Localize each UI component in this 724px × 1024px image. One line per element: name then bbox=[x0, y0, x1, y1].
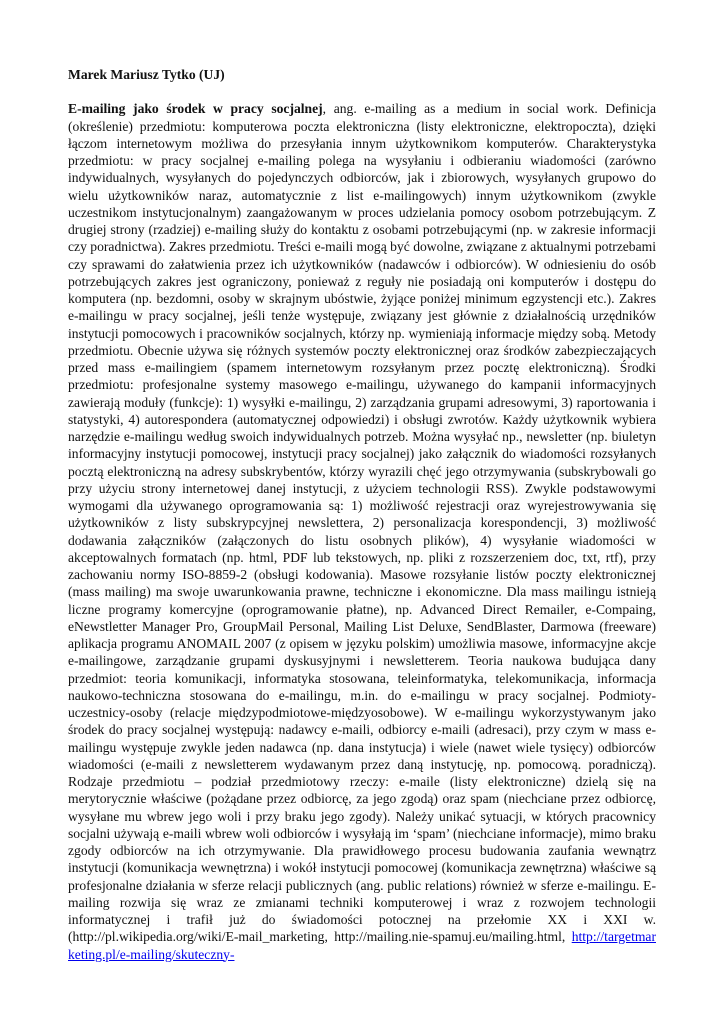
entry-body-text: , ang. e-mailing as a medium in social work. Definicja (określenie) przedmiotu: komputerowa poczta elektroniczna (listy elektroniczne, elektropoczta), dzięki łączom internetowym możliwa do przesyłania innym użytkownikom komputerów. Charakterystyka przedmiotu: w pracy socjalnej e-mailing polega na wysyłaniu i odbieraniu wiadomości (zarówno indywidualnych, wysyłanych do pojedynczych odbiorców, jak i zbiorowych, wysyłanych grupowo do wielu użytkowników naraz, automatycznie z list e-mailingowych) innym użytkownikom (zwykle uczestnikom instytucjonalnym) zaangażowanym w proces udzielania pomocy osobom potrzebującym. Z drugiej strony (rzadziej) e-mailing służy do kontaktu z osobami potrzebującymi (np. w zakresie informacji czy poradnictwa). Zakres przedmiotu. Treści e-maili mogą być dowolne, związane z aktualnymi potrzebami czy sprawami do załatwienia przez ich użytkowników (nadawców i odbiorców). W odniesieniu do osób potrzebujących zakres jest ograniczony, ponieważ z reguły nie posiadają oni komputerów i dostępu do komputera (np. bezdomni, osoby w skrajnym ubóstwie, żyjące poniżej minimum egzystencji etc.). Zakres e-mailingu w pracy socjalnej, jeśli tenże występuje, związany jest głównie z działalnością urzędników instytucji pomocowych i pracowników socjalnych, którzy np. wymieniają informacje między sobą. Metody przedmiotu. Obecnie używa się różnych systemów poczty elektronicznej oraz środków zabezpieczających przed mass e-mailingiem (spamem internetowym rozsyłanym przez pocztę elektroniczną). Środki przedmiotu: profesjonalne systemy masowego e-mailingu, używanego do kampanii informacyjnych zawierają moduły (funkcje): 1) wysyłki e-mailingu, 2) zarządzania grupami adresowymi, 3) raportowania i statystyki, 4) autorespondera (automatycznej odpowiedzi) i obsługi zwrotów. Każdy użytkownik wybiera narzędzie e-mailingu według swoich indywidualnych potrzeb. Można wysyłać np., newsletter (np. biuletyn informacyjny instytucji pomocowej, instytucji pracy socjalnej) jako załącznik do wiadomości rozsyłanych pocztą elektroniczną na adresy subskrybentów, którzy wyrazili chęć jego otrzymywania (subskrybowali go przy użyciu strony internetowej danej instytucji, z użyciem technologii RSS). Zwykle podstawowymi wymogami dla używanego oprogramowania są: 1) możliwość rejestracji oraz wyrejestrowywania się użytkowników z listy subskrypcyjnej newslettera, 2) personalizacja korespondencji, 3) możliwość dodawania załączników (załączonych do listu osobnych plików), 4) wysyłanie wiadomości w akceptowalnych formatach (np. html, PDF lub tekstowych, np. pliki z rozszerzeniem doc, txt, rtf), przy zachowaniu normy ISO-8859-2 (obsługi kodowania). Masowe rozsyłanie listów poczty elektronicznej (mass mailing) ma swoje uwarunkowania prawne, techniczne i ekonomiczne. Dla mass mailingu istnieją liczne programy komercyjne (oprogramowanie płatne), np. Advanced Direct Remailer, e-Compaing, eNewstletter Manager Pro, GroupMail Personal, Mailing List Deluxe, SendBlaster, Darmowa (freeware) aplikacja programu ANOMAIL 2007 (z opisem w języku polskim) umożliwia masowe, informacyjne akcje e-mailingowe, zarządzanie grupami dyskusyjnymi i newsletterem. Teoria naukowa budująca dany przedmiot: teoria komunikacji, informatyka stosowana, teleinformatyka, telekomunikacja, informacja naukowo-techniczna stosowana do e-mailingu, m.in. do e-mailingu w pracy socjalnej. Podmioty-uczestnicy-osoby (relacje międzypodmiotowe-międzyosobowe). W e-mailingu wykorzystywanym jako środek do pracy socjalnej występują: nadawcy e-maili, odbiorcy e-maili (adresaci), przy czym w mass e-mailingu występuje zwykle jeden nadawca (np. dana instytucja) i wiele (nawet wiele tysięcy) odbiorców wiadomości (e-maili z newsletterem wydawanym przez daną instytucję, np. pomocową. poradniczą). Rodzaje przedmiotu – podział przedmiotowy rzeczy: e-maile (listy elektroniczne) dzielą się na merytorycznie właściwe (pożądane przez odbiorcę, za jego zgodą) oraz spam (niechciane przez odbiorcę, wysyłane mu wbrew jego woli i przy braku jego zgody). Należy unikać sytuacji, w których pracownicy socjalni używają e-maili wbrew woli odbiorców i wysyłają im ‘spam’ (niechciane informacje), mimo braku zgody odbiorców na ich otrzymywanie. Dla prawidłowego procesu budowania zaufania wewnątrz instytucji (komunikacja wewnętrzna) i wokół instytucji pomocowej (komunikacja zewnętrzna) właściwe są profesjonalne działania w sferze relacji publicznych (ang. public relations) również w sferze e-mailingu. E-mailing rozwija się wraz ze zmianami techniki komputerowej i wraz z rozwojem technologii informatycznej i trafił już do świadomości potocznej na przełomie XX i XXI w. (http://pl.wikipedia.org/wiki/E-mail_marketing, http://mailing.nie-spamuj.eu/mailing.html, bbox=[68, 101, 657, 945]
entry-term: E-mailing jako środek w pracy socjalnej bbox=[68, 101, 323, 117]
reference-link[interactable]: http://targetmarketing.pl/e-mailing/skuteczny- bbox=[68, 929, 656, 962]
entry-paragraph bbox=[68, 100, 656, 963]
document-page bbox=[68, 66, 656, 963]
author-heading: Marek Mariusz Tytko (UJ) bbox=[68, 67, 225, 82]
